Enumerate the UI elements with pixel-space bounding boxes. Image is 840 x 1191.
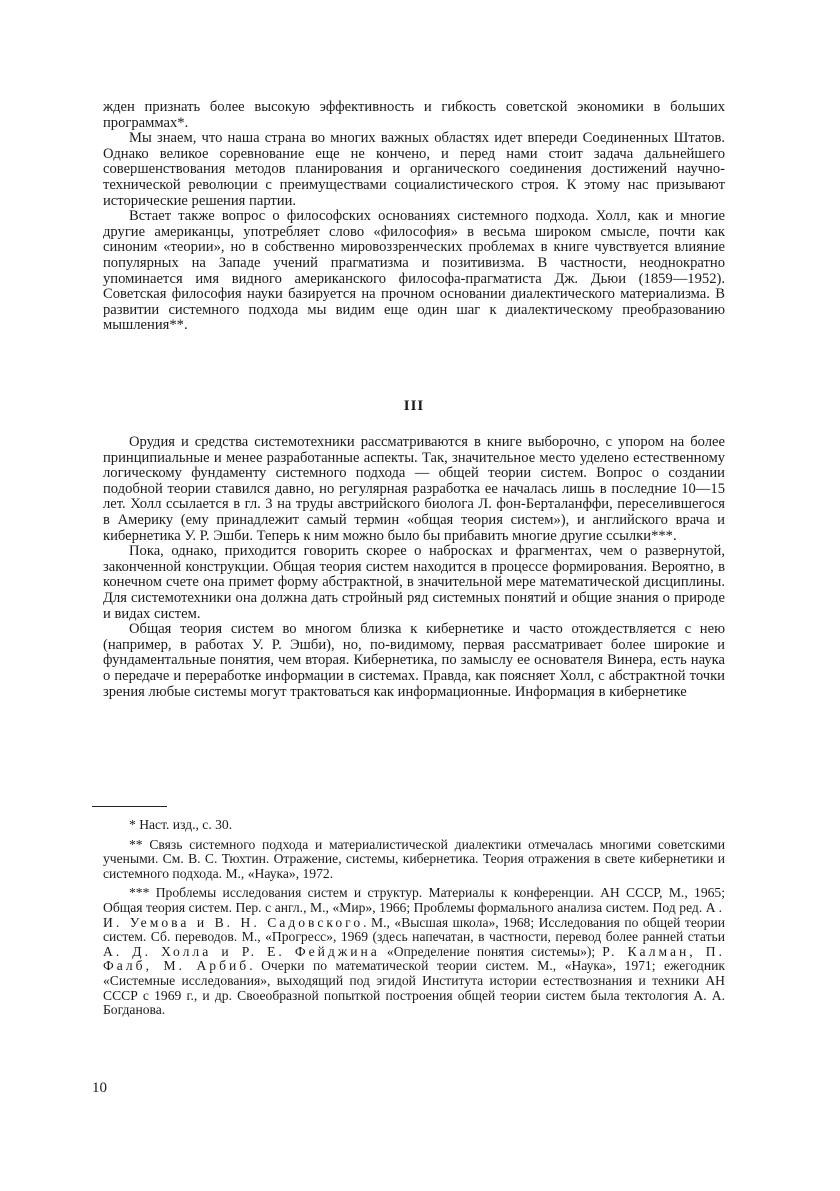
footnote-2: ** Связь системного подхода и материалистической диалектики отмечалась многими советскими учеными. См. В. С. Тюхтин. Отражение, системы, кибернетика. Теория отражения в свете кибернетики и системного подхода. М., «Наука», 1972. <box>103 836 725 881</box>
paragraph-philosophy: Встает также вопрос о философских основаниях системного подхода. Холл, как и многие другие американцы, употребляет слово «философия» в весьма широком смысле, почти как синоним «теории», но в собственно мировоззренческих проблемах в книге чувствуется влияние популярных на Западе учений прагматизма и позитивизма. В частности, неоднократно упоминается имя видного американского философа-прагматиста Дж. Дьюи (1859—1952). Советская философия науки базируется на прочном основании диалектического материализма. В развитии системного подхода мы видим еще один шаг к диалектическому преобразованию мышления**. <box>103 208 725 334</box>
footnote-divider <box>92 806 167 807</box>
section-heading: III <box>403 398 425 414</box>
footnotes-block <box>103 818 725 1018</box>
top-text-block <box>103 100 725 334</box>
footnote-1: * Наст. изд., с. 30. <box>129 817 233 832</box>
footnote-3-text-4: . Очерки по математической теории систем. М., «Наука», 1971; ежегодник «Системные исследования», выходящий под эгидой Института истории естествознания и техники АН СССР с 1969 г., и др. Своеобразной попыткой построения общей теории систем была тектология А. А. Богданова. <box>103 958 725 1018</box>
page-number: 10 <box>92 1080 107 1096</box>
paragraph-fragments: Пока, однако, приходится говорить скорее о набросках и фрагментах, чем о развернутой, законченной конструкции. Общая теория систем находится в процессе формирования. Вероятно, в конечном счете она примет форму абстрактной, в значительной мере математической дисциплины. Для системотехники она должна дать стройный ряд системных понятий и общие знания о природе и видах систем. <box>103 543 725 622</box>
footnote-3-text-3: «Определение понятия системы»); <box>379 943 603 959</box>
paragraph-continuation: жден признать более высокую эффективность и гибкость советской экономики в больших программах*. <box>103 99 725 131</box>
paragraph-tools: Орудия и средства системотехники рассматриваются в книге выборочно, с упором на более принципиальные и менее разработанные аспекты. Так, значительное место уделено естественному логическому фундаменту системного подхода — общей теории систем. Вопрос о создании подобной теории ставился давно, но регулярная разработка ее началась лишь в последние 10—15 лет. Холл ссылается в гл. 3 на труды австрийского биолога Л. фон-Берталанффи, переселившегося в Америку (ему принадлежит самый термин «общая теория систем»), и английского врача и кибернетика У. Р. Эшби. Теперь к ним можно было бы прибавить многие другие ссылки***. <box>103 434 725 544</box>
section-text-block <box>103 435 725 700</box>
footnote-3-text-1: *** Проблемы исследования систем и структур. Материалы к конференции. АН СССР, М., 1965; Общая теория систем. Пер. с англ., М., «Мир», 1966; Проблемы формального анализа систем. Под ред. <box>103 885 725 915</box>
paragraph-cybernetics: Общая теория систем во многом близка к кибернетике и часто отождествляется с нею (например, в работах У. Р. Эшби), но, по-видимому, первая рассматривает более широкие и фундаментальные понятия, чем вторая. Кибернетика, по замыслу ее основателя Винера, есть наука о передаче и переработке информации в системах. Правда, как поясняет Холл, с абстрактной точки зрения любые системы могут трактоваться как информационные. Информация в кибернетике <box>103 621 725 700</box>
footnote-3-editors: А. И. Уемова и В. Н. Садовского <box>103 899 725 930</box>
footnote-3 <box>103 886 725 1017</box>
footnote-3-authors-hall: А. Д. Холла и Р. Е. Фейджина <box>103 943 380 959</box>
paragraph-competition: Мы знаем, что наша страна во многих важных областях идет впереди Соединенных Штатов. Однако великое соревнование еще не кончено, и перед нами стоит задача дальнейшего совершенствования методов планирования и органического соединения достижений научно-технической революции с преимуществами социалистического строя. К этому нас призывают исторические решения партии. <box>103 130 725 209</box>
footnote-3-authors-kalman: Р. Калман, П. Фалб, М. Арбиб <box>103 943 725 974</box>
footnote-3-text-2: . М., «Высшая школа», 1968; Исследования по общей теории систем. Сб. переводов. М., «Прогресс», 1969 (здесь напечатан, в частности, перевод более ранней статьи <box>103 914 725 945</box>
